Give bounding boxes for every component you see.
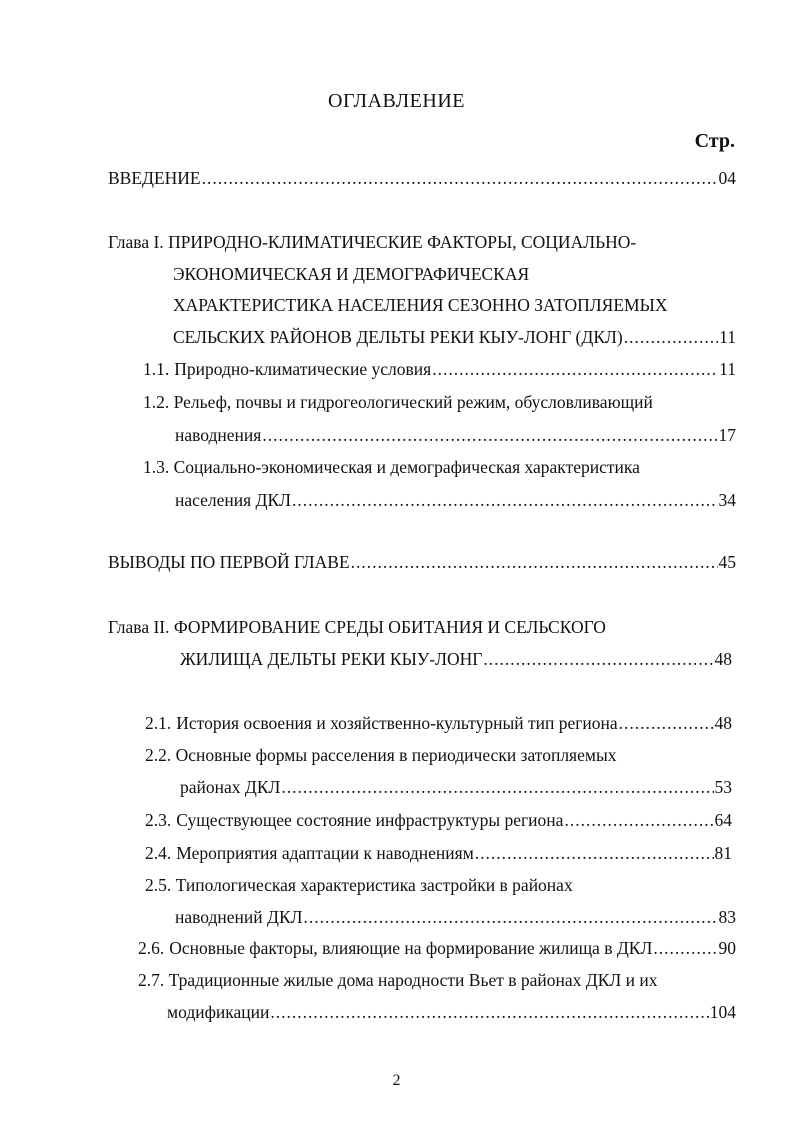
section-title: Традиционные жилые дома народности Вьет в районах ДКЛ и их bbox=[168, 970, 658, 990]
toc-entry-chapter1 bbox=[173, 325, 736, 349]
toc-entry-2-1 bbox=[145, 711, 732, 735]
section-title: История освоения и хозяйственно-культурный тип региона bbox=[176, 713, 618, 733]
toc-entry-label: ВЫВОДЫ ПО ПЕРВОЙ ГЛАВЕ bbox=[108, 552, 350, 572]
chapter2-prefix: Глава II. bbox=[108, 617, 170, 637]
toc-entry-2-7 bbox=[167, 1000, 736, 1024]
chapter2-heading bbox=[108, 615, 606, 639]
section-number: 2.7. bbox=[138, 970, 165, 990]
section-title: Рельеф, почвы и гидрогеологический режим, обусловливающий bbox=[173, 392, 653, 412]
section-number: 1.3. bbox=[143, 457, 170, 477]
leader-dots bbox=[281, 775, 713, 799]
toc-entry-2-5-line1 bbox=[145, 873, 573, 897]
section-title-cont: районах ДКЛ bbox=[180, 777, 281, 797]
section-title: Основные факторы, влияющие на формирование жилища в ДКЛ bbox=[169, 938, 653, 958]
toc-page-number: 11 bbox=[719, 327, 736, 347]
toc-entry-2-2 bbox=[180, 775, 732, 799]
section-number: 2.3. bbox=[145, 810, 172, 830]
toc-page-number: 104 bbox=[709, 1002, 736, 1022]
section-title: Существующее состояние инфраструктуры региона bbox=[176, 810, 564, 830]
toc-entry-1-2-line1 bbox=[143, 390, 653, 414]
page-number: 2 bbox=[392, 1072, 401, 1089]
toc-page-number: 64 bbox=[714, 810, 732, 830]
toc-entry-2-7-line1 bbox=[138, 968, 657, 992]
section-title-cont: наводнений ДКЛ bbox=[175, 907, 303, 927]
toc-entry-1-1 bbox=[143, 357, 736, 381]
toc-entry-2-4 bbox=[145, 841, 732, 865]
toc-page-number: 48 bbox=[714, 713, 732, 733]
toc-entry-chapter2 bbox=[180, 647, 732, 671]
section-title: Основные формы расселения в периодически затопляемых bbox=[175, 745, 617, 765]
toc-page-number: 04 bbox=[718, 168, 736, 188]
chapter1-line4: СЕЛЬСКИХ РАЙОНОВ ДЕЛЬТЫ РЕКИ КЫУ-ЛОНГ (ДКЛ) bbox=[173, 327, 623, 347]
leader-dots bbox=[432, 357, 718, 381]
section-title-cont: населения ДКЛ bbox=[175, 490, 292, 510]
toc-entry-1-2 bbox=[175, 423, 736, 447]
leader-dots bbox=[304, 905, 718, 929]
toc-entry-2-2-line1 bbox=[145, 743, 616, 767]
toc-entry-intro bbox=[108, 166, 736, 190]
section-title: Природно-климатические условия bbox=[174, 359, 432, 379]
toc-page-number: 90 bbox=[718, 938, 736, 958]
toc-entry-2-5 bbox=[175, 905, 736, 929]
toc-entry-conclusions1 bbox=[108, 550, 736, 574]
section-title-cont: модификации bbox=[167, 1002, 270, 1022]
toc-entry-2-6 bbox=[138, 936, 736, 960]
section-title-cont: наводнения bbox=[175, 425, 262, 445]
leader-dots bbox=[351, 550, 718, 574]
leader-dots bbox=[202, 166, 718, 190]
toc-entry-label: ВВЕДЕНИЕ bbox=[108, 168, 201, 188]
section-number: 2.2. bbox=[145, 745, 172, 765]
section-number: 1.2. bbox=[143, 392, 170, 412]
toc-page-number: 53 bbox=[714, 777, 732, 797]
chapter2-line1: ФОРМИРОВАНИЕ СРЕДЫ ОБИТАНИЯ И СЕЛЬСКОГО bbox=[173, 617, 606, 637]
toc-page-number: 45 bbox=[718, 552, 736, 572]
section-number: 2.1. bbox=[145, 713, 172, 733]
toc-entry-1-3-line1 bbox=[143, 455, 640, 479]
chapter1-prefix: Глава I. bbox=[108, 232, 164, 252]
toc-page-number: 83 bbox=[718, 907, 736, 927]
leader-dots bbox=[619, 711, 714, 735]
toc-page-number: 11 bbox=[719, 359, 736, 379]
leader-dots bbox=[292, 488, 717, 512]
toc-entry-2-3 bbox=[145, 808, 732, 832]
leader-dots bbox=[270, 1000, 708, 1024]
toc-page-number: 48 bbox=[714, 649, 732, 669]
section-number: 2.4. bbox=[145, 843, 172, 863]
chapter1-line2: ЭКОНОМИЧЕСКАЯ И ДЕМОГРАФИЧЕСКАЯ bbox=[173, 264, 530, 284]
leader-dots bbox=[262, 423, 717, 447]
leader-dots bbox=[624, 325, 718, 349]
chapter1-heading bbox=[108, 230, 636, 254]
section-number: 2.6. bbox=[138, 938, 165, 958]
toc-page-number: 34 bbox=[718, 490, 736, 510]
section-title: Социально-экономическая и демографическая характеристика bbox=[173, 457, 640, 477]
toc-entry-1-3 bbox=[175, 488, 736, 512]
leader-dots bbox=[475, 841, 714, 865]
section-number: 1.1. bbox=[143, 359, 170, 379]
section-title: Мероприятия адаптации к наводнениям bbox=[176, 843, 474, 863]
leader-dots bbox=[653, 936, 717, 960]
section-number: 2.5. bbox=[145, 875, 172, 895]
chapter2-line2: ЖИЛИЩА ДЕЛЬТЫ РЕКИ КЫУ-ЛОНГ bbox=[180, 649, 483, 669]
leader-dots bbox=[483, 647, 713, 671]
toc-page-number: 81 bbox=[714, 843, 732, 863]
leader-dots bbox=[564, 808, 713, 832]
page-title: ОГЛАВЛЕНИЕ bbox=[328, 90, 465, 112]
toc-page-number: 17 bbox=[718, 425, 736, 445]
page-column-label: Стр. bbox=[694, 130, 735, 152]
chapter1-line3: ХАРАКТЕРИСТИКА НАСЕЛЕНИЯ СЕЗОННО ЗАТОПЛЯЕМЫХ bbox=[173, 295, 668, 315]
section-title: Типологическая характеристика застройки в районах bbox=[175, 875, 573, 895]
chapter1-line1: ПРИРОДНО-КЛИМАТИЧЕСКИЕ ФАКТОРЫ, СОЦИАЛЬНО- bbox=[168, 232, 637, 252]
